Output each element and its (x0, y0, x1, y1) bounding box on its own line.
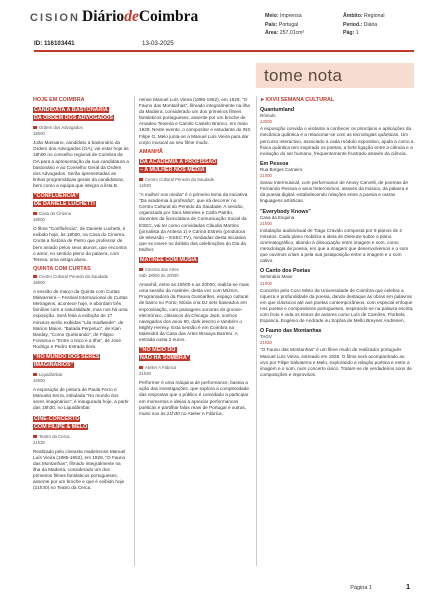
venue-tag: Teatro da Cerca (33, 434, 129, 440)
section-heading: AMANHÃ (139, 148, 163, 155)
event-time: Sáb 18h00 às 20h00 (139, 273, 179, 279)
column-1 (33, 97, 129, 567)
event-title: O Fauno das Montanhas (260, 328, 322, 335)
event-text: A exposição convida o visitante a conhecer os princípios e aplicações da mecânica quântica e a relacionar-se com as tecnologias quânticas. Um percurso interactivo, associado a cada módulo expositivo, ajuda a como a física quântica tem inspirado os poetas, a forte ligação entre a ciência e a evolução do ser humano, frequentemente frustrado através da ciência. (260, 126, 414, 156)
event-time: 16h00 (33, 378, 45, 384)
meta-left: Meio: Imprensa País: Portugal Área: 257,01cm² (265, 13, 305, 36)
section-heading: ►XXVII SEMANA CULTURAL (260, 97, 335, 103)
event-time: 21h00 (260, 173, 272, 179)
section-heading: QUINTA COM CURTAS (33, 265, 91, 272)
venue-tag: Ordem dos Advogados (33, 125, 129, 131)
event-time: 21h00 (260, 280, 272, 286)
event-text: Performer é uma máquina de performance, baseia a ação das investigações, que explora a complexidade das respostas que o público é convidado a participar em momentos e ideias a apreciar performances poéticas e partilhar falas reais de Portugal e outras, muito nos às 21h30 no Atelier A Fábrica. (139, 380, 249, 416)
event-headline: IMAGINÁRIOS" (34, 362, 74, 368)
event-text: Realizado pelo cineasta madeirense Manuel Luís Vieira (1885-1952), em 1928, "O Fauno das Montanhas", filmado integralmente na ilha da Madeira, considerado um dos primeiros filmes fantásticos portugueses, assente por um broche e que é exibido hoje (21h30) no Teatro da Cerca. (33, 448, 126, 491)
event-text: "A mulher nos media" é o primeiro tema da iniciativa "Da academia à profissão", que irá decorrer no Centro Cultural do Penedo da Saudade. A sessão, organizada por Sara Meireles e Carla Patrão, docentes da licenciatura de Comunicação Social da ESEC, vai ter como convidadas Cláudia Martins (jornalista da Antena 1) e Carina Estrelo (produtora de televisão – ESEC TV), mediadas desta iniciativa que se insere no âmbito das celebrações do Dia da Mulher. (139, 192, 248, 252)
column-divider (134, 96, 135, 566)
event-time: 21h30 (260, 340, 272, 346)
event-time: 18h00 (33, 131, 45, 137)
event-time: 21h30 (139, 371, 151, 377)
venue-tag: Casa do Cinema (33, 211, 129, 217)
event-headline: COM FILIPE & MELO (34, 423, 88, 430)
clipping-id: ID: 116103441 (34, 40, 75, 47)
venue-tag: Centro Cultural Penedo da Saudade (139, 177, 251, 183)
event-title: Quantumland (260, 107, 295, 114)
event-text: A exposição de pintura de Paula Ferro e Manuela Serra, intitulada "No mundo dos seres imaginários", é inaugurada hoje, a partir das 18h30, no Liquidâmbar. (33, 387, 129, 411)
event-time: 18h00 (33, 217, 45, 223)
event-time: 21h00 (260, 220, 272, 226)
page-label: Página 1 (350, 585, 372, 591)
event-text: nense Manuel Luís Vieira (1885-1952), em 1928, "O Fauno das Montanhas", filmado integralmente na ilha da Madeira, considerado um dos primeiros filmes fantásticos portugueses, assente por um broche de Amadeu Teixeira e Camilo Castelo Branco, em maio 1929. Neste evento, o compositor e estudante do INS Filipe G. Melo junta-se a Manuel Luís Vieira para dar corpo musical ao seu filme mudo. (139, 97, 251, 145)
event-venue: Rua Borges Carneiro (260, 166, 303, 172)
column-2 (139, 97, 251, 567)
section-heading: HOJE EM COIMBRA (33, 97, 85, 103)
venue-tag: Centro Cultural Penedo da Saudade (33, 274, 129, 280)
event-text: Instalação audiovisual de Tiago Cravido composta por 9 planos de 2 minutos. Cada plano mobiliza a ideia de Deleuze sobre o plano cinematográfico, aliando à dissociação entre imagem e som, como metodologia de poesia, em que a imagem que desenvolvemos e o som que ouvimos criam a pela sua justaposição entre a imagem e o som cativo. (260, 227, 409, 264)
event-title: Em Pessoa (260, 160, 289, 167)
event-venue: Seminário Maior (260, 274, 293, 280)
event-headline: NÃO HÁ SOMBRA" (140, 355, 190, 362)
event-venue: Rómulo (260, 113, 276, 119)
event-headline: DE DANIELE LUCHETTI (34, 201, 95, 208)
event-headline: MATINÉE COM MÚSIA (140, 256, 197, 263)
event-text: Amanhã, entre as 18h00 e as 20h00, realiza-se mais uma sessão da matinée, desta vez com MÚSIA. Programadora da Pausa Guimarães, espaço cultural de bairro no Porto, Músia cria DJ sets baseados em improvisação, com paisagens sonoras do groove-electrónico, clássicos da Chicago Jack, sonhos navegados dos anos 90, dark electro e também o Mighty Heresy. Esta sessão é em Coimbra na Malmidrá da Casa das Artes Bissaya Barreto. A entrada custa 2 euros. (139, 282, 249, 342)
event-headline: CANDIDATA À BASTONÁRIA (34, 107, 108, 114)
event-time: 13h00 (260, 119, 272, 125)
venue-tag: Atelier A Fábrica (139, 365, 251, 371)
page-number: 1 (406, 584, 410, 591)
publication-logo: DiáriodeCoimbra (82, 8, 199, 25)
event-time: 21h30 (33, 439, 45, 445)
event-headline: "CONFLUÊNCIA" (34, 193, 79, 200)
event-headline: DA ORDEM DOS ADVOGADOS (34, 115, 113, 122)
event-text: João Massano, candidato a bastonário da Ordem dos Advogados (OA), vai estar hoje às 18h00 no conselho regional de Coimbra da OA para a apresentação da sua candidatura a bastonário e ao Conselho Geral da Ordem dos Advogados. Serão apresentadas as linhas programáticas gerais da candidatura, bem como a equipa que integra a lista B. (33, 140, 129, 188)
event-time: 18h00 (33, 279, 45, 285)
clipping-date: 13-03-2025 (142, 40, 174, 47)
venue-tag: Cinema das Artes (139, 267, 251, 273)
event-text: Sarau Intermusical, com performance de Ariosy Carvelli, de poemas de Fernando Pessoa e seus heterónimos, através da música, da palavra e da poesia digital, estabelecendo relações entre a poesia e outras linguagens artísticas. (260, 180, 409, 204)
event-headline: "NO MUNDO DOS SERES (34, 354, 100, 360)
event-headline: – A MULHER NOS MEDIA (140, 166, 205, 173)
event-text: O filme "Confluência", de Daniele Luchetti, é exibido hoje, às 18h00, na Casa do Cinema. Conta a história de Pietro que professor de bem amado pelos seus alunos, que encontra o amor, no sentido pleno da palavra, com Teresa, uma antiga aluna. (33, 226, 127, 262)
event-title: "Everybody Knows" (260, 208, 311, 215)
event-text: A sessão de março da Quinta com Curtas Malvarreira – Festival Internacional de Curtas Metragens, acontece hoje, e abordam três famílias com a naturalidade, mas nos há uma exposição. Será feita a exibição de 17 minutos serão exibidas "Lila madlwede", de Marion Maion, "Balada Perpetuo", de Kian Barday, "Como Quebrando", de Filippo Fonseca e "Entre o Nico e a Ilha", de José Rodrigo e Pedro Estrada Ilera. (33, 289, 128, 349)
event-headline: "NO MEIO DO (140, 347, 176, 354)
tome-nota-title: tome nota (264, 66, 343, 85)
header-divider (34, 50, 414, 52)
venue-tag: Liquidámbar (33, 372, 129, 378)
event-time: 14h30 (139, 182, 151, 188)
event-text: "O Fauno das Montanhas" é um filme mudo de realizador português Manuel Luís Vieira, estreado em 1928. O filme será acompanhado ao vivo por Filipe Salvaterra e Melo, explorando a relação poética e entre a imagem e o som, num concerto único. Tratam-se de verdadeiros sons de composições e improvisos. (260, 347, 412, 377)
event-text: Concerto pelo Coro Misto da Universidade de Coimbra que celebra a riqueza e profundidade da poesia, dando destaque às obras em palavras em que clássicos até aos poetas contemporâneos, com especial enfoque nos poetas e compositores portugueses, inspirando-se na palavra escrita, com fruto e vida os textos de autores como Luís de Camões, Florbela Espanca, Eugénio de Andrade ou Sophia de Mello Breyner Andresen. (260, 287, 414, 324)
event-title: O Canto dos Poetas (260, 268, 311, 275)
column-divider (256, 96, 257, 566)
event-venue: Casa da Esquina (260, 214, 295, 220)
cision-logo: CISION (30, 12, 80, 24)
column-3 (260, 97, 414, 567)
event-headline: DA ACADEMIA À PROFISSÃO (140, 158, 217, 165)
event-headline: CINE-CONCERTO (34, 415, 80, 422)
meta-right: Âmbito: Regional Period.: Diária Pág: 1 (343, 13, 385, 36)
event-venue: TAGV (260, 334, 272, 340)
